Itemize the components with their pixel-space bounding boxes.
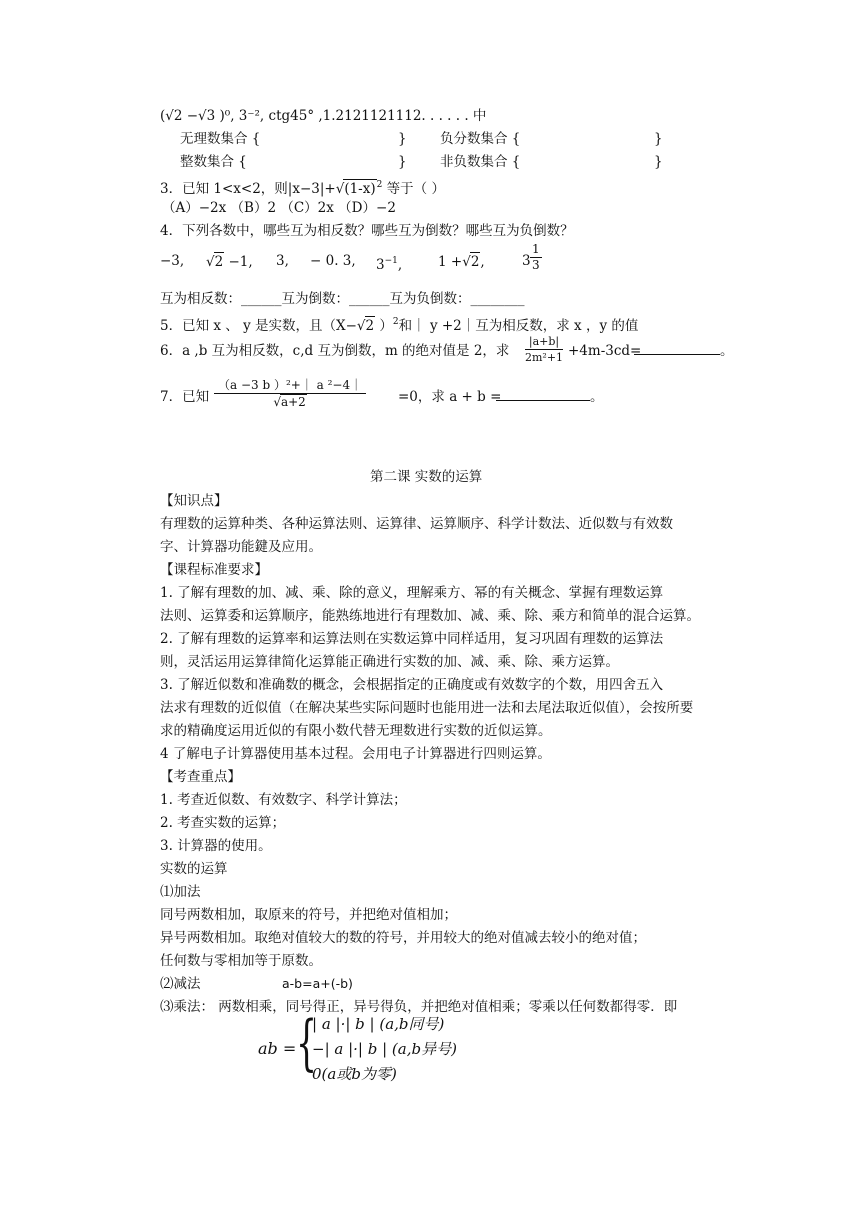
q4-n7-num: 1 — [532, 242, 540, 256]
subtraction-rule: a-b=a+(-b) — [282, 976, 353, 991]
standard-1b: 法则、运算委和运算顺序，能熟练地进行有理数加、减、乘、除、乘方和简单的混合运算。 — [160, 608, 700, 624]
q3-stem-a: 3．已知 1<x<2，则|x−3|+ — [160, 181, 336, 197]
focus-1: 1. 考查近似数、有效数字、科学计算法； — [160, 792, 407, 808]
standard-2a: 2. 了解有理数的运算率和运算法则在实数运算中同样适用，复习巩固有理数的运算法 — [160, 631, 664, 647]
integer-set-close: } — [398, 154, 407, 170]
q4-n5-exp: −1 — [384, 256, 398, 266]
integer-set-label: 整数集合 { — [180, 154, 247, 170]
q2-line1: (√2 −√3 )⁰, 3⁻², ctg45° ,1.2121121112. . . . . . 中 — [160, 108, 487, 124]
q6-den: 2m²+1 — [525, 351, 564, 364]
case-zero: 0(a或b为零) — [312, 1065, 397, 1083]
case-same-sign: | a |·| b | (a,b同号) — [312, 1015, 445, 1033]
q5-c: 和｜ y +2｜互为相反数，求 x ，y 的值 — [398, 318, 639, 334]
focus-2: 2. 考查实数的运算； — [160, 815, 286, 831]
standard-2b: 则，灵活运用运算律简化运算能正确进行实数的加、减、乘、除、乘方运算。 — [160, 654, 619, 670]
q4-number-3: 3, — [276, 253, 289, 269]
q7-den-radicand: a+2 — [280, 395, 306, 409]
q4-number-1: −3, — [160, 253, 185, 269]
standard-3b: 法求有理数的近似值（在解决某些实际问题时也能用进一法和去尾法取近似值），会按所要 — [160, 700, 694, 716]
q6-fraction — [525, 334, 563, 365]
q6-num: |a+b| — [525, 334, 563, 350]
addition-rule-1: 同号两数相加，取原来的符号，并把绝对值相加； — [160, 907, 457, 923]
addition-heading: ⑴加法 — [160, 884, 201, 900]
knowledge-line-1: 有理数的运算种类、各种运算法则、运算律、运算顺序、科学计数法、近似数与有效数 — [160, 516, 673, 532]
q5-radicand: 2 — [365, 318, 375, 334]
q4-n5-comma: , — [397, 257, 403, 273]
q4-number-4: − 0. 3, — [310, 253, 356, 269]
q6-text-a: 6．a ,b 互为相反数，c,d 互为倒数，m 的绝对值是 2，求 — [160, 343, 510, 359]
q7-fraction — [214, 378, 366, 410]
negfrac-set-label: 负分数集合 { — [440, 131, 521, 147]
subtraction-heading: ⑵减法 — [160, 976, 201, 992]
q3-options: （A）−2x （B）2 （C）2x （D）−2 — [162, 200, 396, 216]
negfrac-set-close: } — [654, 131, 663, 147]
piecewise-brace: { — [296, 1008, 318, 1078]
addition-rule-2: 异号两数相加。取绝对值较大的数的符号，并用较大的绝对值减去较小的绝对值； — [160, 930, 646, 946]
focus-heading: 【考查重点】 — [160, 769, 241, 785]
knowledge-line-2: 字、计算器功能鍵及应用。 — [160, 539, 322, 555]
standard-heading: 【课程标准要求】 — [160, 562, 268, 578]
q7-answer-blank — [496, 388, 604, 406]
ab-label: ab = — [258, 1039, 297, 1058]
lesson-title: 第二课 实数的运算 — [370, 469, 483, 485]
q5-text: 5．已知 x 、 y 是实数，且（X−√2 ）$^2$和｜ y +2｜互为相反数，求 x ，y 的值 — [160, 317, 639, 334]
q7-end: 。 — [590, 389, 604, 405]
q3-exp: 2 — [376, 180, 383, 190]
q6-end: 。 — [720, 343, 734, 359]
q4-n2-rest: −1, — [224, 254, 253, 270]
addition-rule-3: 任何数与零相加等于原数。 — [160, 953, 322, 969]
q4-stem: 4．下列各数中，哪些互为相反数？哪些互为倒数？哪些互为负倒数？ — [160, 223, 574, 239]
q4-n7-den: 3 — [532, 258, 540, 272]
nonneg-set-close: } — [654, 154, 663, 170]
q4-n6-comma: , — [480, 254, 485, 270]
standard-3a: 3. 了解近似数和准确数的概念，会根据指定的正确度或有效数字的个数，用四舍五入 — [160, 677, 664, 693]
q6-text-b: +4m-3cd= — [568, 343, 642, 359]
q4-number-6: 1 +√2, — [438, 254, 485, 270]
q3-stem-b: 等于（ ） — [382, 181, 445, 197]
nonneg-set-label: 非负数集合 { — [440, 154, 521, 170]
q4-number-5 — [376, 252, 402, 274]
q4-n6-a: 1 + — [438, 254, 463, 270]
q4-n6-radicand: 2 — [470, 254, 480, 270]
irrational-set-label: 无理数集合 { — [180, 131, 261, 147]
q3-stem: 3．已知 1<x<2，则$|x-3|+√(1-x)^2$ 等于（ ） — [160, 180, 445, 197]
standard-1a: 1. 了解有理数的加、减、乘、除的意义，理解乘方、幂的有关概念、掌握有理数运算 — [160, 585, 664, 601]
q5-b: ） — [375, 318, 393, 334]
multiplication-rule: ⑶乘法： 两数相乘，同号得正，异号得负，并把绝对值相乘；零乘以任何数都得零．即 — [160, 999, 678, 1015]
focus-3: 3. 计算器的使用。 — [160, 838, 272, 854]
q7-text-a: 7．已知 — [160, 389, 210, 405]
q6-answer-blank — [634, 342, 734, 360]
q7-text-b: =0，求 a + b = — [398, 389, 502, 405]
case-diff-sign: −| a |·| b | (a,b异号) — [312, 1040, 457, 1058]
standard-3c: 求的精确度运用近似的有限小数代替无理数进行实数的近似运算。 — [160, 723, 552, 739]
q4-number-7-whole: 3 — [522, 253, 531, 269]
q4-n5-base: 3 — [376, 257, 385, 273]
q5-exp: 2 — [392, 317, 399, 327]
standard-4: 4 了解电子计算器使用基本过程。会用电子计算器进行四则运算。 — [160, 746, 551, 762]
q4-number-2: √2 −1, — [206, 254, 253, 270]
irrational-set-close: } — [398, 131, 407, 147]
q3-radicand: (1-x) — [344, 181, 376, 197]
knowledge-heading: 【知识点】 — [160, 493, 228, 509]
ops-heading: 实数的运算 — [160, 861, 228, 877]
q4-n2-radicand: 2 — [214, 254, 224, 270]
q7-den: √a+2 — [273, 395, 306, 409]
q4-answers: 互为相反数：______互为倒数：______互为负倒数：________ — [160, 291, 525, 307]
q4-number-7-fraction — [530, 242, 542, 273]
q5-a: 5．已知 x 、 y 是实数，且（X− — [160, 318, 357, 334]
q7-num: （a −3 b ）²+｜ a ²−4｜ — [214, 378, 366, 394]
